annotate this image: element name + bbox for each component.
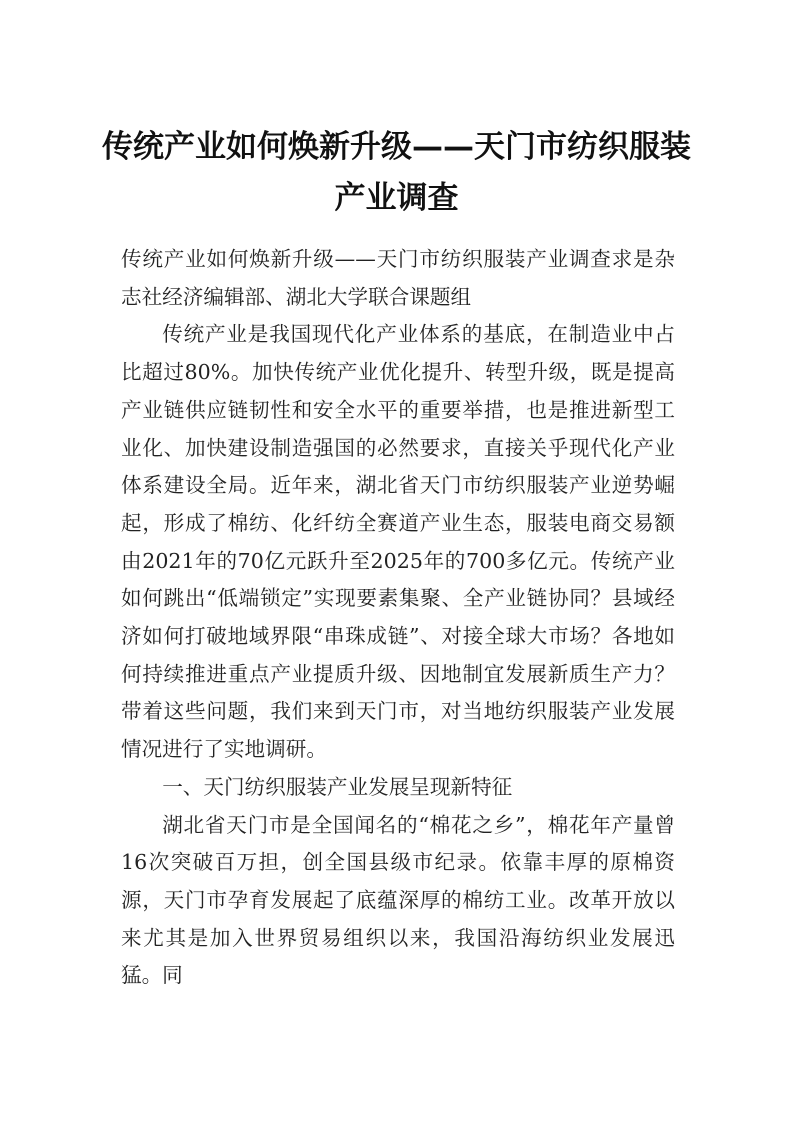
section-heading: 一、天门纺织服装产业发展呈现新特征 <box>162 774 513 799</box>
document-title: 传统产业如何焕新升级——天门市纺织服装产业调查 <box>102 129 691 216</box>
body-paragraph: 湖北省天门市是全国闻名的“棉花之乡”，棉花年产量曾16次突破百万担，创全国县级市纪录。依靠丰厚的原棉资源，天门市孕育发展起了底蕴深厚的棉纺工业。改革开放以来尤其是加入世界贸易组织以来，我国沿海纺织业发展迅猛。同 <box>121 812 675 988</box>
intro-paragraph: 传统产业是我国现代化产业体系的基底，在制造业中占比超过80%。加快传统产业优化提升、转型升级，既是提高产业链供应链韧性和安全水平的重要举措，也是推进新型工业化、加快建设制造强国的必然要求，直接关乎现代化产业体系建设全局。近年来，湖北省天门市纺织服装产业逆势崛起，形成了棉纺、化纤纺全赛道产业生态，服装电商交易额由2021年的70亿元跃升至2025年的700多亿元。传统产业如何跳出“低端锁定”实现要素集聚、全产业链协同？县域经济如何打破地域界限“串珠成链”、对接全球大市场？各地如何持续推进重点产业提质升级、因地制宜发展新质生产力？带着这些问题，我们来到天门市，对当地纺织服装产业发展情况进行了实地调研。 <box>121 322 675 762</box>
byline-paragraph: 传统产业如何焕新升级——天门市纺织服装产业调查求是杂志社经济编辑部、湖北大学联合课题组 <box>121 247 675 309</box>
document-body <box>121 241 675 995</box>
